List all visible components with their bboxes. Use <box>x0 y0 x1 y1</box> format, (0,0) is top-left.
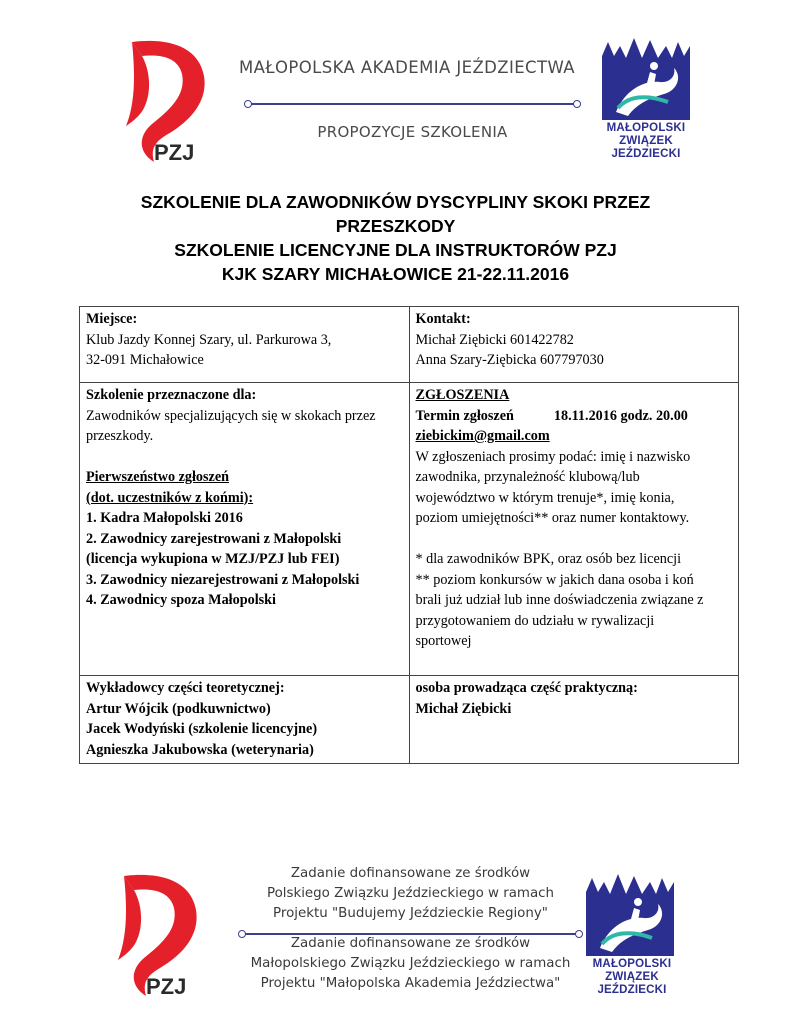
footer-pzj-logo <box>104 870 204 1002</box>
footnote-line: * dla zawodników BPK, oraz osób bez licencji <box>415 551 682 567</box>
funding-note-pzj <box>228 864 593 924</box>
practical-name: Michał Ziębicki <box>415 700 512 717</box>
priority-heading: Pierwszeństwo zgłoszeń <box>86 469 230 485</box>
title-line: SZKOLENIE DLA ZAWODNIKÓW DYSCYPLINY SKOKI PRZEZ <box>140 192 651 212</box>
request-line: poziom umiejętności** oraz numer kontaktowy. <box>415 510 690 526</box>
pzj-logo-text: PZJ <box>154 140 195 165</box>
footer-mzj-logo <box>582 872 678 958</box>
pzj-logo <box>112 36 212 168</box>
request-line: W zgłoszeniach prosimy podać: imię i nazwisko <box>415 448 691 465</box>
lecturers-heading: Wykładowcy części teoretycznej: <box>86 680 285 696</box>
priority-item: (licencja wykupiona w MZJ/PZJ lub FEI) <box>86 551 340 567</box>
request-line: województwo w którym trenuje*, imię konia, <box>415 489 675 506</box>
deadline-row <box>416 406 733 427</box>
title-line: KJK SZARY MICHAŁOWICE 21-22.11.2016 <box>221 264 570 284</box>
deadline-label: Termin zgłoszeń <box>415 407 514 424</box>
funding-note-mzj <box>228 934 593 994</box>
footer-mzj-logo-label: MAŁOPOLSKI ZWIĄZEK JEŹDZIECKI <box>592 958 672 996</box>
priority-item: 4. Zawodnicy spoza Małopolski <box>86 592 276 608</box>
info-table <box>79 306 739 764</box>
document-titles <box>60 190 731 286</box>
header-divider <box>244 100 581 108</box>
funding-line: Projektu "Budujemy Jeździeckie Regiony" <box>273 906 548 921</box>
priority-item: 1. Kadra Małopolski 2016 <box>86 510 243 526</box>
priority-subheading: (dot. uczestników z końmi): <box>86 489 254 506</box>
footnote-line: przygotowaniem do udziału w rywalizacji <box>415 612 655 629</box>
place-heading: Miejsce: <box>86 311 138 327</box>
place-cell <box>80 307 410 383</box>
request-line: zawodnika, przynależność klubową/lub <box>415 469 640 485</box>
lecturers-cell <box>80 676 410 764</box>
mzj-logo-label: MAŁOPOLSKI ZWIĄZEK JEŹDZIECKI <box>606 122 686 160</box>
audience-line: przeszkody. <box>86 428 154 444</box>
practical-cell <box>409 676 739 764</box>
place-line: Klub Jazdy Konnej Szary, ul. Parkurowa 3, <box>86 331 332 348</box>
audience-line: Zawodników specjalizujących się w skokach przez <box>86 407 376 424</box>
practical-heading: osoba prowadząca część praktyczną: <box>415 680 638 696</box>
contact-line: Anna Szary-Ziębicka 607797030 <box>415 352 604 368</box>
footnote-line: sportowej <box>415 633 472 649</box>
applications-cell <box>409 383 739 676</box>
audience-heading: Szkolenie przeznaczone dla: <box>86 387 257 403</box>
funding-line: Polskiego Związku Jeździeckiego w ramach <box>266 886 555 901</box>
funding-line: Projektu "Małopolska Akademia Jeździectwa" <box>260 976 561 991</box>
funding-line: Zadanie dofinansowane ze środków <box>290 866 531 881</box>
priority-item: 2. Zawodnicy zarejestrowani z Małopolski <box>86 530 342 547</box>
email-link[interactable]: ziebickim@gmail.com <box>415 428 550 444</box>
contact-cell <box>409 307 739 383</box>
title-line: PRZESZKODY <box>335 216 456 236</box>
deadline-value: 18.11.2016 godz. 20.00 <box>553 407 688 424</box>
place-line: 32-091 Michałowice <box>86 352 204 368</box>
funding-line: Małopolskiego Związku Jeździeckiego w ramach <box>250 956 571 971</box>
academy-name: MAŁOPOLSKA AKADEMIA JEŹDZIECTWA <box>239 58 575 77</box>
mzj-logo <box>598 36 694 122</box>
audience-cell <box>80 383 410 676</box>
applications-heading: ZGŁOSZENIA <box>415 387 510 403</box>
footnote-line: brali już udział lub inne doświadczenia związane z <box>415 592 704 608</box>
contact-heading: Kontakt: <box>415 311 471 327</box>
title-line: SZKOLENIE LICENCYJNE DLA INSTRUKTORÓW PZJ <box>174 240 617 260</box>
priority-item: 3. Zawodnicy niezarejestrowani z Małopolski <box>86 571 360 588</box>
lecturer-name: Jacek Wodyński (szkolenie licencyjne) <box>86 721 318 737</box>
lecturer-name: Artur Wójcik (podkuwnictwo) <box>86 700 271 717</box>
funding-line: Zadanie dofinansowane ze środków <box>290 936 531 951</box>
lecturer-name: Agnieszka Jakubowska (weterynaria) <box>86 741 314 758</box>
document-subtitle: PROPOZYCJE SZKOLENIA <box>317 123 508 141</box>
footnote-line: ** poziom konkursów w jakich dana osoba i koń <box>415 571 694 588</box>
footer-pzj-logo-text: PZJ <box>146 974 187 999</box>
contact-line: Michał Ziębicki 601422782 <box>415 331 574 348</box>
